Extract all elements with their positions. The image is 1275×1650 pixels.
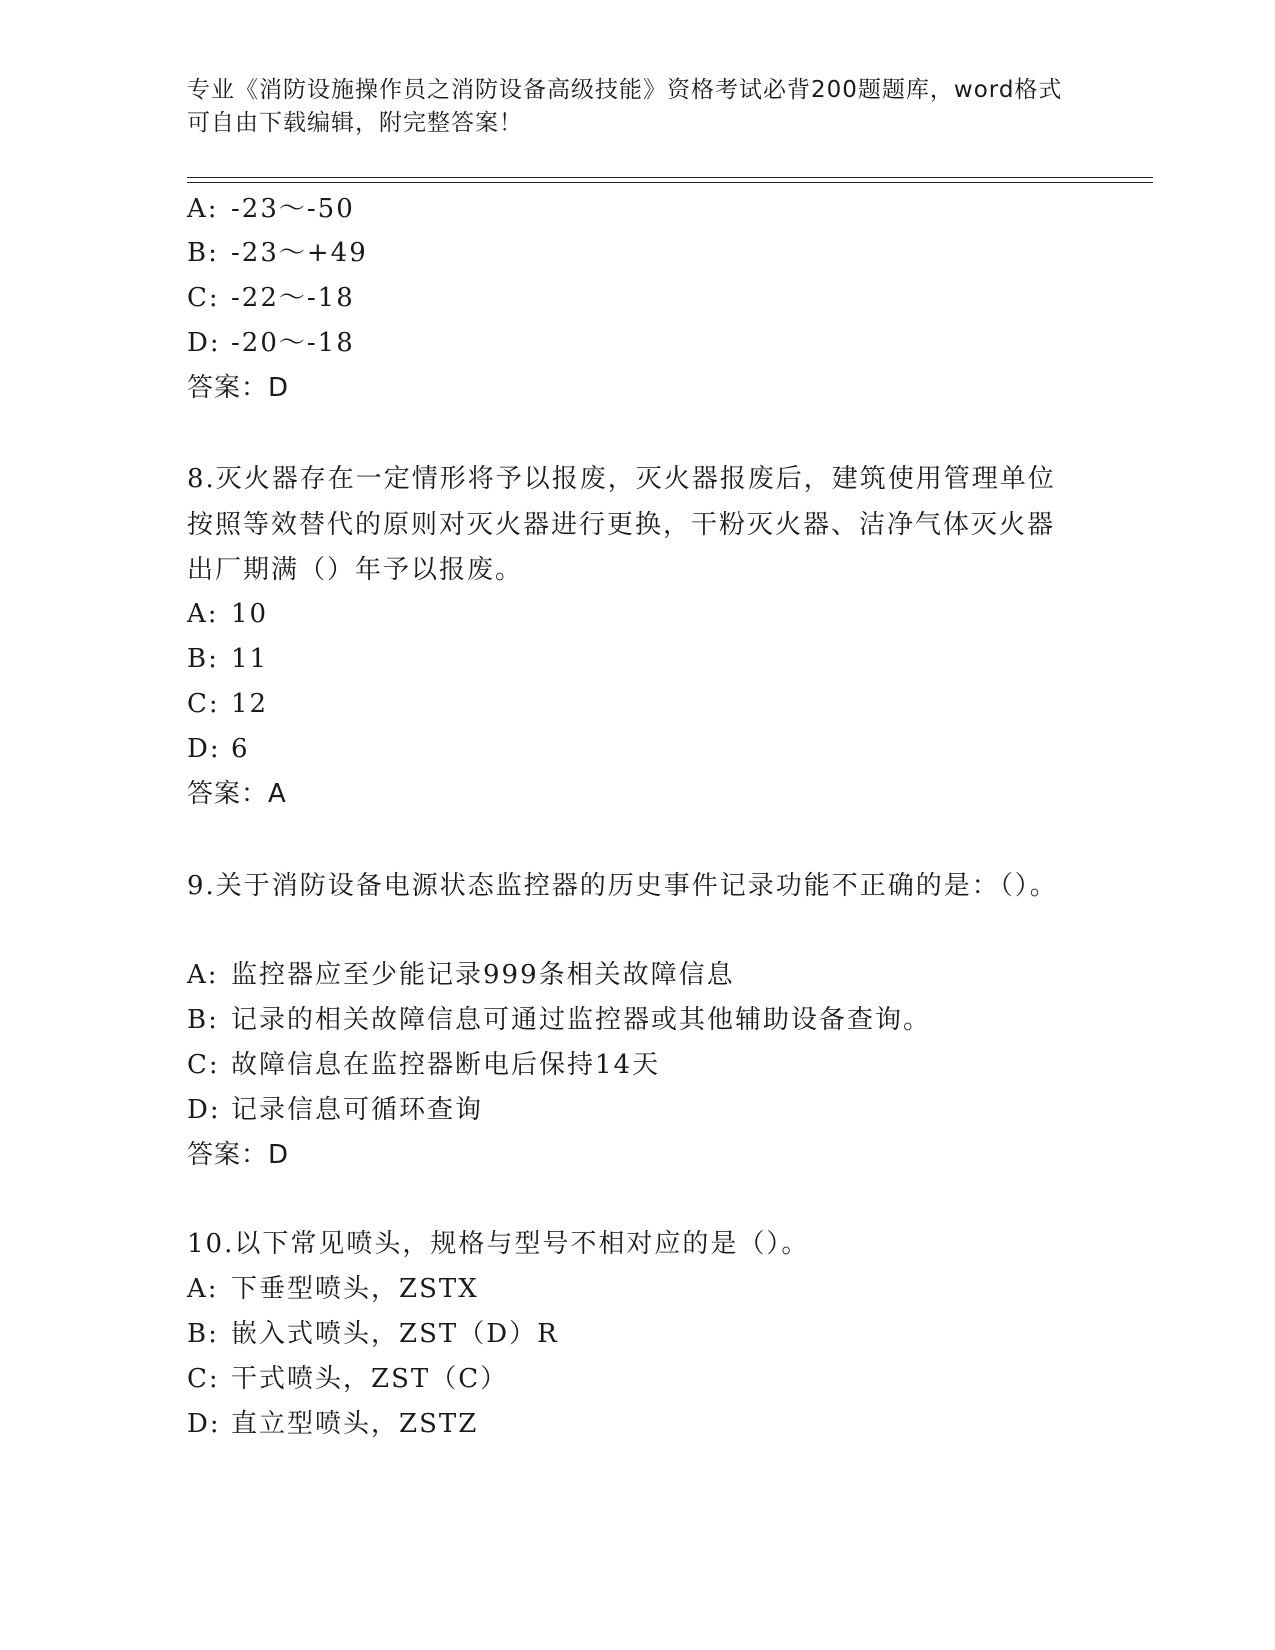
q8-option-b [187, 641, 268, 677]
option-letter: C: [187, 1364, 220, 1394]
option-text: -23～+49 [231, 238, 368, 268]
option-text: 监控器应至少能记录999条相关故障信息 [231, 960, 735, 990]
q9-option-c [187, 1047, 660, 1083]
option-letter: A: [187, 599, 219, 629]
option-text: 嵌入式喷头，ZST（D）R [231, 1319, 559, 1349]
q7-answer: 答案：D [187, 373, 290, 403]
q10-stem: 10.以下常见喷头，规格与型号不相对应的是（）。 [187, 1229, 810, 1259]
q7-option-c [187, 280, 355, 316]
option-text: 11 [231, 644, 269, 674]
q9-option-a [187, 957, 735, 993]
page-header: 专业《消防设施操作员之消防设备高级技能》资格考试必背200题题库，word格式可自由下载编辑，附完整答案！ [187, 77, 1063, 136]
q9-option-b [187, 1002, 931, 1038]
q9-answer: 答案：D [187, 1140, 290, 1170]
q8-option-a [187, 596, 268, 632]
option-letter: D: [187, 328, 221, 358]
q10-option-b [187, 1316, 559, 1352]
option-text: 6 [231, 734, 250, 764]
option-text: 10 [231, 599, 269, 629]
header-divider [187, 177, 1153, 183]
option-letter: B: [187, 238, 219, 268]
q7-option-a [187, 191, 355, 227]
option-letter: C: [187, 283, 220, 313]
q10-option-c [187, 1361, 508, 1397]
option-text: -23～-50 [231, 194, 355, 224]
option-text: -20～-18 [231, 328, 355, 358]
option-text: 故障信息在监控器断电后保持14天 [231, 1050, 661, 1080]
option-text: 干式喷头，ZST（C） [231, 1364, 509, 1394]
option-letter: A: [187, 194, 219, 224]
q9-option-d [187, 1092, 483, 1128]
q10-option-d [187, 1406, 478, 1442]
q8-answer: 答案：A [187, 779, 287, 809]
q8-option-d [187, 731, 250, 767]
option-letter: D: [187, 734, 221, 764]
option-letter: B: [187, 644, 219, 674]
option-letter: D: [187, 1409, 221, 1439]
option-text: 记录信息可循环查询 [231, 1095, 484, 1125]
option-letter: D: [187, 1095, 221, 1125]
q7-option-d [187, 325, 355, 361]
q7-option-b [187, 235, 368, 271]
option-letter: B: [187, 1005, 219, 1035]
q9-stem: 9.关于消防设备电源状态监控器的历史事件记录功能不正确的是：（）。 [187, 871, 1058, 901]
option-text: 下垂型喷头，ZSTX [231, 1274, 479, 1304]
q10-option-a [187, 1271, 479, 1307]
q8-stem: 8.灭火器存在一定情形将予以报废，灭火器报废后，建筑使用管理单位按照等效替代的原则对灭火器进行更换，干粉灭火器、洁净气体灭火器出厂期满（）年予以报废。 [187, 464, 1056, 585]
option-text: 直立型喷头，ZSTZ [231, 1409, 479, 1439]
option-text: 记录的相关故障信息可通过监控器或其他辅助设备查询。 [231, 1005, 932, 1035]
option-text: 12 [231, 689, 269, 719]
option-letter: B: [187, 1319, 219, 1349]
q8-option-c [187, 686, 268, 722]
option-letter: C: [187, 1050, 220, 1080]
option-letter: A: [187, 960, 219, 990]
option-letter: C: [187, 689, 220, 719]
option-letter: A: [187, 1274, 219, 1304]
option-text: -22～-18 [231, 283, 355, 313]
